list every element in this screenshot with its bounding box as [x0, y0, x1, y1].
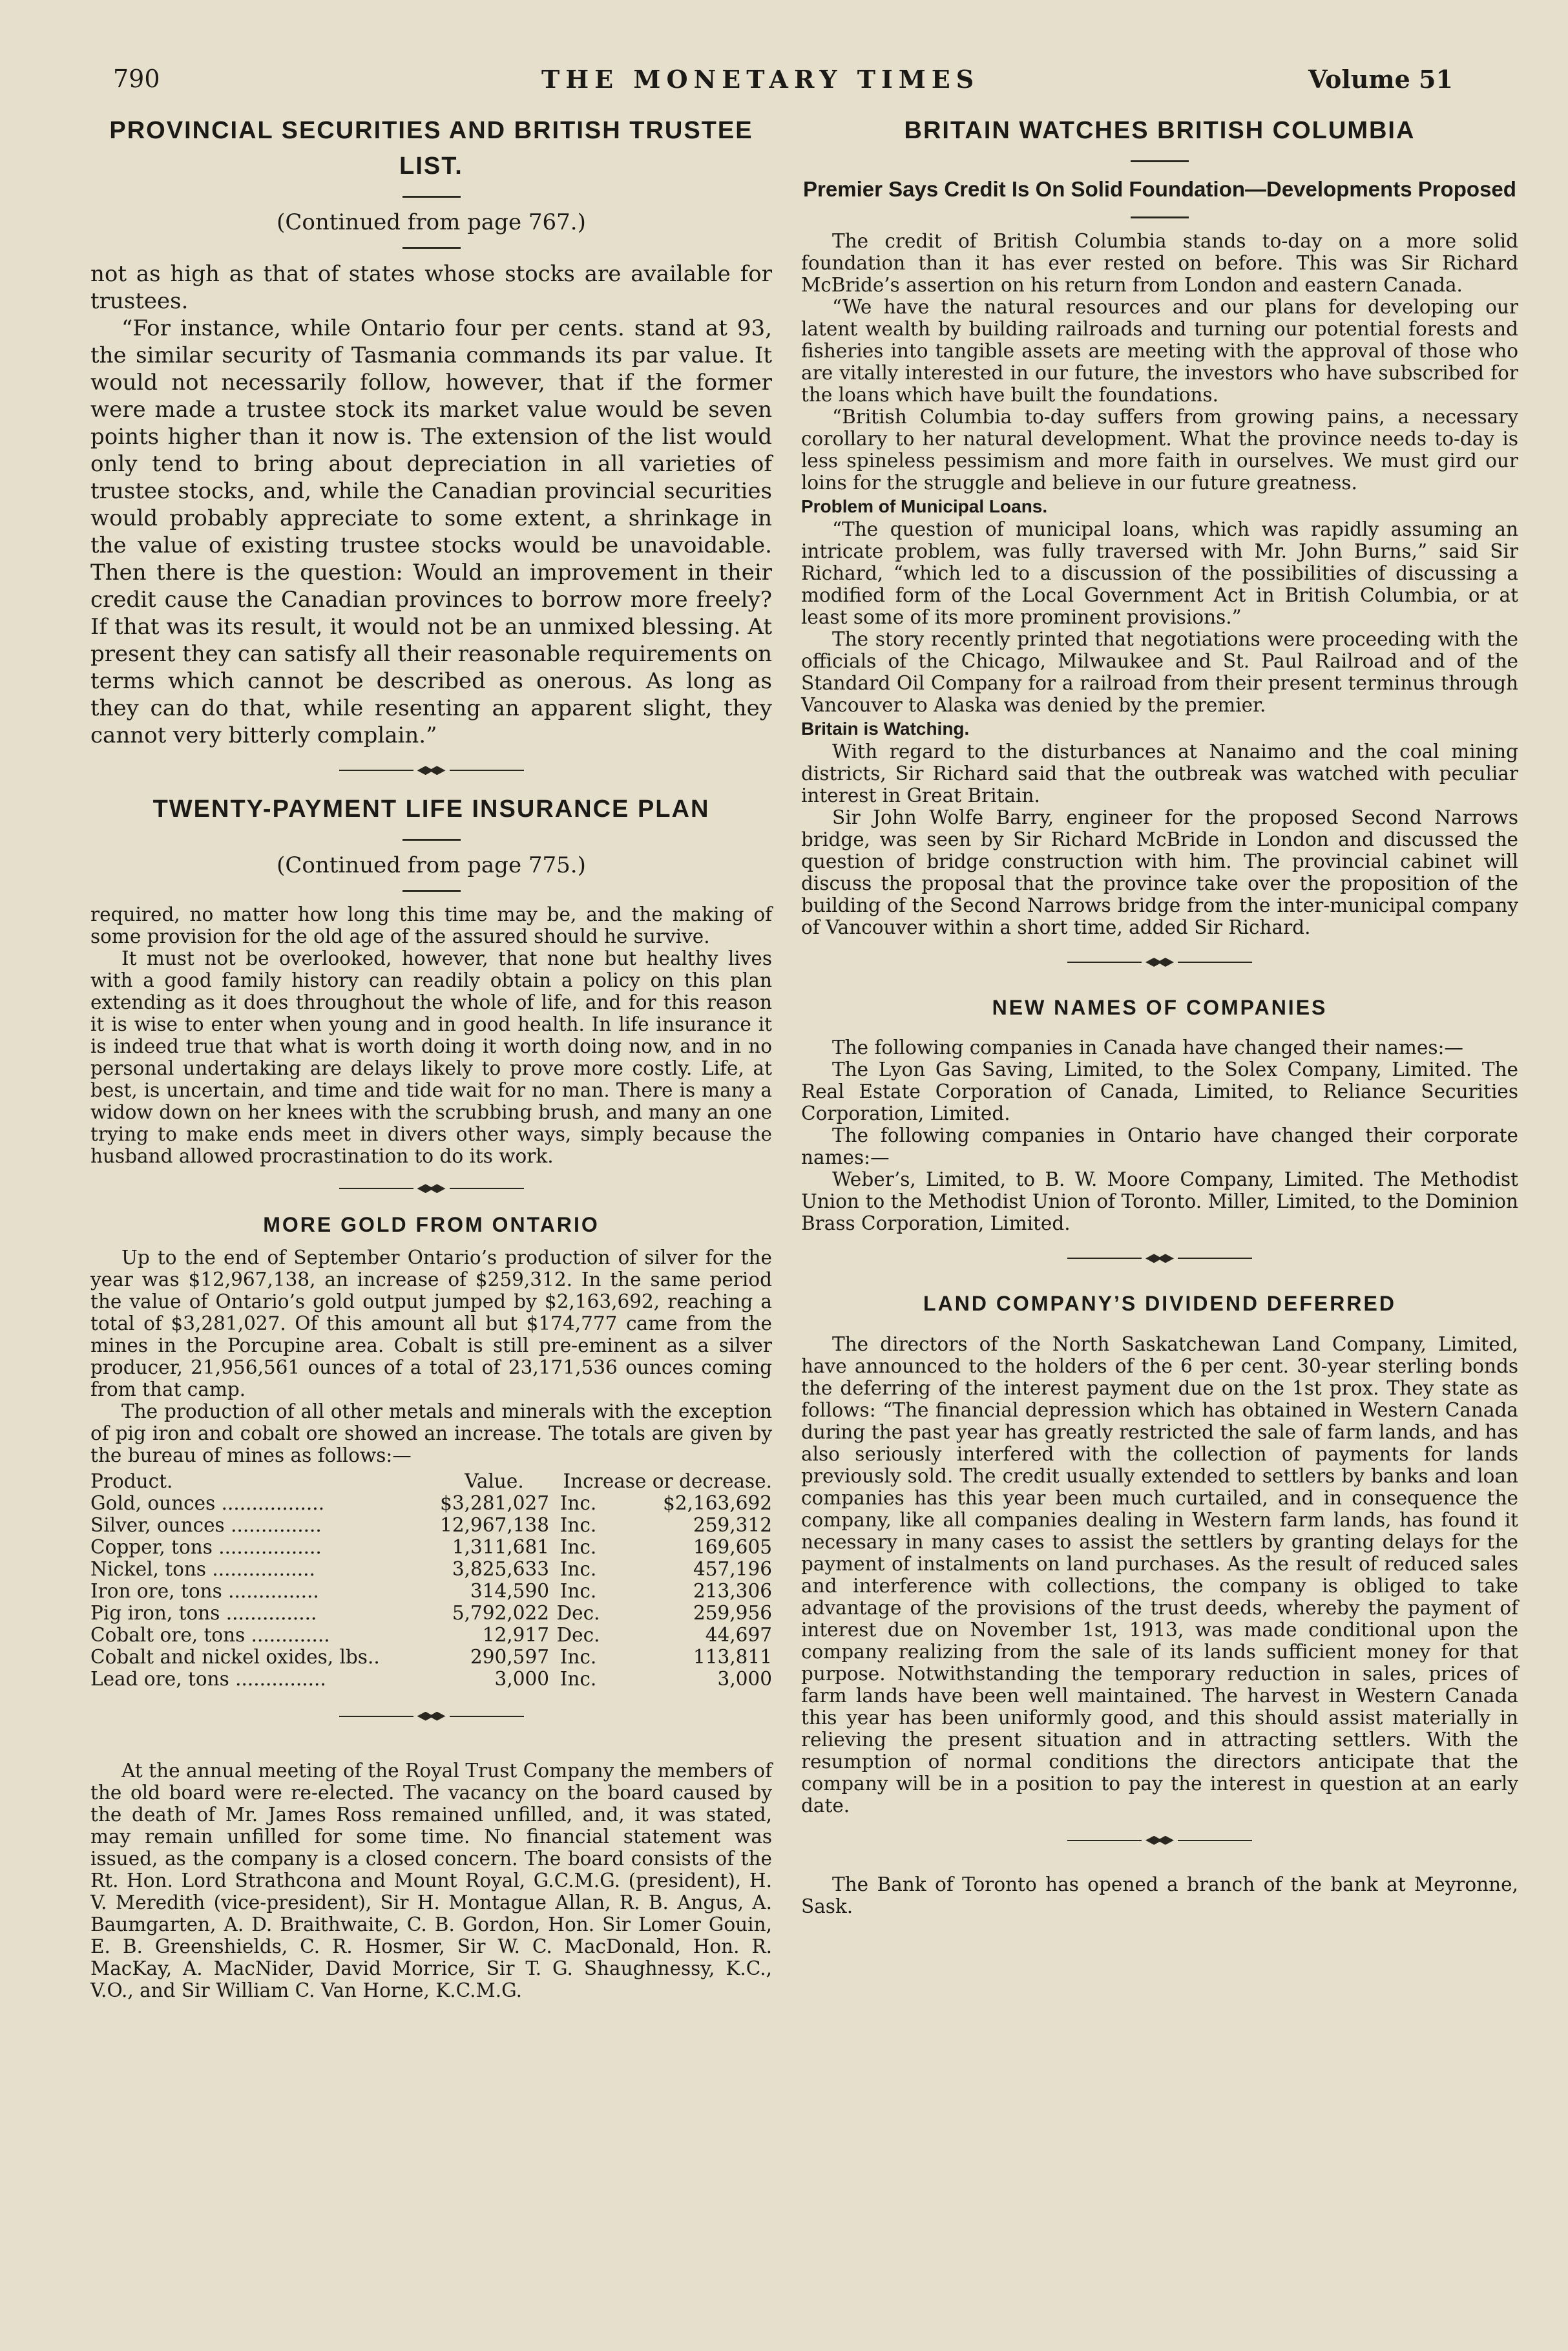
value-cell: 5,792,022: [452, 1601, 549, 1624]
change-amount-cell: 169,605: [693, 1535, 772, 1558]
volume-label: Volume 51: [1308, 65, 1453, 94]
paragraph: “For instance, while Ontario four per cents. stand at 93, the similar security of Tasmania commands its par value. It would not necessarily follow, however, that if the former were made a trustee stock its market value would be seven points higher than it now is. The extension of the list would only tend to bring about depreciation in all varieties of trustee stocks, and, while the Canadian provincial securities would probably appreciate to some extent, a shrinkage in the value of existing trustee stocks would be unavoidable. Then there is the question: Would an improvement in their credit cause the Canadian provinces to borrow more freely? If that was its result, it would not be an unmixed blessing. At present they can satisfy all their reasonable requirements on terms which cannot be described as onerous. As long as they can do that, while resenting an apparent slight, they cannot very bitterly complain.”: [90, 315, 772, 749]
article-title: TWENTY-PAYMENT LIFE INSURANCE PLAN: [152, 796, 710, 823]
change-type-cell: Dec.: [556, 1601, 600, 1624]
ornament-divider: [90, 766, 772, 775]
paragraph: The directors of the North Saskatchewan Land Company, Limited, have announced to the holders of the 6 per cent. 30-year sterling bonds the deferring of the interest payment due on the 1st prox. They state as follows: “The financial depression which has obtained in Western Canada during the past year has greatly restricted the sale of farm lands, and has also seriously interfered with the collection of payments for lands previously sold. The credit usually extended to settlers by banks and loan companies has this year been much curtailed, and in consequence the company, like all companies dealing in Western farm lands, has found it necessary in many cases to assist the settlers by granting delays for the payment of instalments on land purchases. As the result of reduced sales and interference with collections, the company is obliged to take advantage of the provisions of the trust deeds, whereby the payment of interest due on November 1st, 1913, was made conditional upon the company realizing from the sale of its lands sufficient money for that purpose. Notwithstanding the temporary reduction in sales, prices of farm lands have been well maintained. The harvest in Western Canada this year has been uniformly good, and this should assist materially in relieving the present situation and in attracting settlers. With the resumption of normal conditions the directors anticipate that the company will be in a position to pay the interest in question at an early date.: [801, 1333, 1518, 1817]
paragraph: The story recently printed that negotiations were proceeding with the officials of the Chicago, Milwaukee and St. Paul Railroad and of the Standard Oil Company for a railroad from their present terminus through Vancouver to Alaska was denied by the premier.: [801, 627, 1518, 716]
paragraph: “The question of municipal loans, which was rapidly assuming an intricate problem, was fully traversed with Mr. John Burns,” said Sir Richard, “which led to a discussion of the possibilities of discussing a modified form of the Local Government Act in British Columbia, or at least some of its more prominent provisions.”: [801, 518, 1518, 628]
value-cell: 314,590: [470, 1579, 549, 1602]
column-header: Product.: [90, 1470, 173, 1492]
page-number: 790: [113, 65, 160, 93]
change-amount-cell: 213,306: [693, 1579, 772, 1602]
subheading: Problem of Municipal Loans.: [801, 496, 1048, 516]
divider-rule: [402, 196, 461, 198]
product-cell: Cobalt ore, tons .............: [90, 1623, 330, 1646]
article-new-names: [801, 993, 1518, 1234]
table-row: [90, 1536, 772, 1558]
product-cell: Copper, tons .................: [90, 1535, 322, 1558]
table-row: [90, 1580, 772, 1602]
paragraph: “We have the natural resources and our plans for developing our latent wealth by building railroads and turning our potential forests and fisheries into tangible assets are meeting with the approval of those who are vitally interested in our future, the investors who have subscribed for the loans which have built the foundations.: [801, 295, 1518, 406]
ornament-divider: [801, 1254, 1518, 1263]
article-provincial-securities: [90, 113, 772, 749]
product-cell: Cobalt and nickel oxides, lbs..: [90, 1645, 380, 1668]
paragraph: Up to the end of September Ontario’s production of silver for the year was $12,967,138, an increase of $259,312. In the same period the value of Ontario’s gold output jumped by $2,163,692, reaching a total of $3,281,027. Of this amount all but $174,777 came from the mines in the Porcupine area. Cobalt is still pre-eminent as a silver producer, 21,956,561 ounces of a total of 23,171,536 ounces coming from that camp.: [90, 1246, 772, 1400]
article-title: PROVINCIAL SECURITIES AND BRITISH TRUSTEE LIST.: [109, 117, 753, 180]
change-type-cell: Inc.: [559, 1557, 597, 1580]
subheading: Britain is Watching.: [801, 718, 970, 739]
paragraph: Weber’s, Limited, to B. W. Moore Company, Limited. The Methodist Union to the Methodist Union of Toronto. Miller, Limited, to the Dominion Brass Corporation, Limited.: [801, 1168, 1518, 1235]
table-row: [90, 1492, 772, 1514]
paragraph: not as high as that of states whose stocks are available for trustees.: [90, 261, 772, 315]
paragraph: At the annual meeting of the Royal Trust Company the members of the old board were re-elected. The vacancy on the board caused by the death of Mr. James Ross remained unfilled, and, it was stated, may remain unfilled for some time. No financial statement was issued, as the company is a closed concern. The board consists of the Rt. Hon. Lord Strathcona and Mount Royal, G.C.M.G. (president), H. V. Meredith (vice-president), Sir H. Montague Allan, R. B. Angus, A. Baumgarten, A. D. Braithwaite, C. B. Gordon, Hon. Sir Lomer Gouin, E. B. Greenshields, C. R. Hosmer, Sir W. C. MacDonald, Hon. R. MacKay, A. MacNider, David Morrice, Sir T. G. Shaughnessy, K.C., V.O., and Sir William C. Van Horne, K.C.M.G.: [90, 1759, 772, 2001]
ornament-divider: [90, 1184, 772, 1193]
paragraph: The Lyon Gas Saving, Limited, to the Solex Company, Limited. The Real Estate Corporation of Canada, Limited, to Reliance Securities Corporation, Limited.: [801, 1059, 1518, 1125]
ornament-divider: [90, 1712, 772, 1721]
change-type-cell: Inc.: [559, 1645, 597, 1668]
article-title: MORE GOLD FROM ONTARIO: [263, 1213, 600, 1237]
product-cell: Lead ore, tons ...............: [90, 1667, 326, 1690]
table-header-row: [90, 1470, 772, 1492]
column-header: Increase or decrease.: [563, 1470, 772, 1492]
continued-note: (Continued from page 775.): [277, 852, 586, 879]
product-cell: Pig iron, tons ...............: [90, 1601, 317, 1624]
value-cell: 1,311,681: [452, 1535, 549, 1558]
change-type-cell: Inc.: [559, 1513, 597, 1536]
column-header: Value.: [465, 1470, 524, 1492]
paragraph: With regard to the disturbances at Nanaimo and the coal mining districts, Sir Richard said that the outbreak was watched with peculiar interest in Great Britain.: [801, 740, 1518, 807]
change-amount-cell: $2,163,692: [663, 1492, 772, 1514]
paragraph: The credit of British Columbia stands to-day on a more solid foundation than it has ever rested on before. This was Sir Richard McBride’s assertion on his return from London and eastern Canada.: [801, 229, 1518, 296]
paragraph: The following companies in Canada have changed their names:—: [832, 1037, 1463, 1059]
table-row: [90, 1558, 772, 1580]
article-title: NEW NAMES OF COMPANIES: [992, 995, 1328, 1019]
minerals-table: [90, 1470, 772, 1690]
article-title: LAND COMPANY’S DIVIDEND DEFERRED: [923, 1292, 1396, 1316]
article-twenty-payment: [90, 792, 772, 1167]
paragraph: It must not be overlooked, however, that none but healthy lives with a good family history can readily obtain a policy on this plan extending as it does throughout the whole of life, and for this reason it is wise to enter when young and in good health. In life insurance it is indeed true that what is worth doing it worth doing now, and in no personal undertaking are delays likely to prove more costly. Life, at best, is uncertain, and time and tide wait for no man. There is many a widow down on her knees with the scrubbing brush, and many an one trying to make ends meet in divers other ways, simply because the husband allowed procrastination to do its work.: [90, 947, 772, 1168]
divider-rule: [402, 839, 461, 841]
table-row: [90, 1514, 772, 1536]
article-subtitle: Premier Says Credit Is On Solid Foundation—Developments Proposed: [803, 177, 1516, 202]
change-amount-cell: 3,000: [717, 1667, 772, 1690]
continued-note: (Continued from page 767.): [277, 209, 586, 236]
table-row: [90, 1668, 772, 1690]
value-cell: $3,281,027: [440, 1492, 549, 1514]
value-cell: 12,917: [482, 1623, 549, 1646]
value-cell: 290,597: [470, 1645, 549, 1668]
change-amount-cell: 113,811: [693, 1645, 772, 1668]
value-cell: 3,825,633: [452, 1557, 549, 1580]
change-type-cell: Inc.: [559, 1535, 597, 1558]
paragraph: The Bank of Toronto has opened a branch of the bank at Meyronne, Sask.: [801, 1873, 1518, 1917]
product-cell: Silver, ounces ...............: [90, 1513, 322, 1536]
left-column: [90, 113, 772, 2001]
change-type-cell: Inc.: [559, 1492, 597, 1514]
publication-title: THE MONETARY TIMES: [541, 65, 980, 94]
divider-rule: [1131, 216, 1189, 218]
paragraph: The following companies in Ontario have changed their corporate names:—: [801, 1124, 1518, 1169]
change-amount-cell: 259,312: [693, 1513, 772, 1536]
change-type-cell: Dec.: [556, 1623, 600, 1646]
paragraph: The production of all other metals and minerals with the exception of pig iron and cobalt ore showed an increase. The totals are given by the bureau of mines as follows:—: [90, 1400, 772, 1466]
paragraph: Sir John Wolfe Barry, engineer for the proposed Second Narrows bridge, was seen by Sir Richard McBride in London and discussed the question of bridge construction with him. The provincial cabinet will discuss the proposal that the province take over the proposition of the building of the Second Narrows bridge from the inter-municipal company of Vancouver within a short time, added Sir Richard.: [801, 806, 1518, 938]
article-britain-watches: [801, 113, 1518, 938]
ornament-divider: [801, 958, 1518, 967]
article-royal-trust: [90, 1760, 772, 2001]
divider-rule: [1131, 160, 1189, 162]
change-type-cell: Inc.: [559, 1579, 597, 1602]
paragraph: “British Columbia to-day suffers from growing pains, a necessary corollary to her natural development. What the province needs to-day is less spineless pessimism and more faith in ourselves. We must gird our loins for the struggle and believe in our future greatness.: [801, 405, 1518, 494]
change-amount-cell: 457,196: [693, 1557, 772, 1580]
product-cell: Nickel, tons .................: [90, 1557, 315, 1580]
change-type-cell: Inc.: [559, 1667, 597, 1690]
table-row: [90, 1602, 772, 1624]
change-amount-cell: 44,697: [705, 1623, 772, 1646]
value-cell: 3,000: [494, 1667, 549, 1690]
article-bank-of-toronto: [801, 1873, 1518, 1917]
ornament-divider: [801, 1836, 1518, 1845]
table-row: [90, 1646, 772, 1668]
product-cell: Gold, ounces .................: [90, 1492, 325, 1514]
article-more-gold: [90, 1210, 772, 1689]
product-cell: Iron ore, tons ...............: [90, 1579, 319, 1602]
article-title: BRITAIN WATCHES BRITISH COLUMBIA: [904, 117, 1416, 144]
article-land-company: [801, 1289, 1518, 1816]
right-column: [801, 113, 1518, 1917]
value-cell: 12,967,138: [440, 1513, 549, 1536]
divider-rule: [402, 247, 461, 249]
table-row: [90, 1624, 772, 1646]
divider-rule: [402, 890, 461, 892]
paragraph: required, no matter how long this time may be, and the making of some provision for the old age of the assured should he survive.: [90, 903, 772, 948]
change-amount-cell: 259,956: [693, 1601, 772, 1624]
